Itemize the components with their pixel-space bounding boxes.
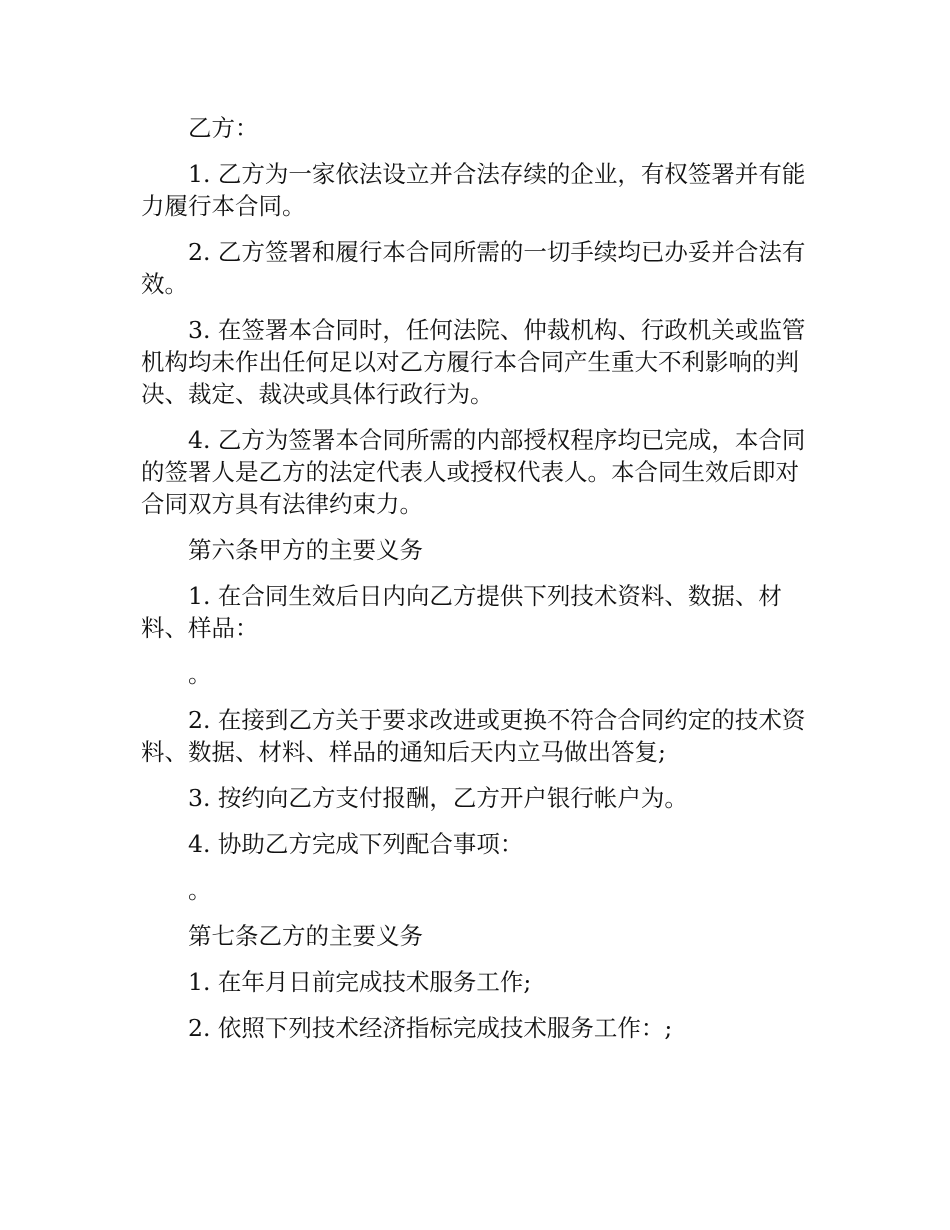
article-6-item-1: 1. 在合同生效后日内向乙方提供下列技术资料、数据、材料、样品： (141, 582, 782, 642)
article-6-item-4: 4. 协助乙方完成下列配合事项： (188, 830, 524, 858)
document-body (141, 112, 811, 1058)
article-7-heading: 第七条乙方的主要义务 (188, 922, 423, 950)
article-6-item-4-blank: 。 (188, 876, 212, 904)
party-b-heading: 乙方： (188, 114, 259, 142)
party-b-clause-4: 4. 乙方为签署本合同所需的内部授权程序均已完成，本合同的签署人是乙方的法定代表人或授权代表人。本合同生效后即对合同双方具有法律约束力。 (141, 426, 806, 518)
party-b-clause-2: 2. 乙方签署和履行本合同所需的一切手续均已办妥并合法有效。 (141, 238, 806, 298)
article-6-item-1-blank: 。 (188, 660, 212, 688)
article-6-item-2: 2. 在接到乙方关于要求改进或更换不符合合同约定的技术资料、数据、材料、样品的通知后天内立马做出答复; (141, 706, 806, 766)
party-b-clause-1: 1. 乙方为一家依法设立并合法存续的企业，有权签署并有能力履行本合同。 (141, 160, 806, 220)
article-7-item-2: 2. 依照下列技术经济指标完成技术服务工作：; (188, 1014, 673, 1042)
party-b-clause-3: 3. 在签署本合同时，任何法院、仲裁机构、行政机关或监管机构均未作出任何足以对乙方履行本合同产生重大不利影响的判决、裁定、裁决或具体行政行为。 (141, 316, 806, 408)
article-7-item-1: 1. 在年月日前完成技术服务工作; (188, 968, 532, 996)
article-6-heading: 第六条甲方的主要义务 (188, 536, 423, 564)
article-6-item-3: 3. 按约向乙方支付报酬，乙方开户银行帐户为。 (188, 784, 688, 812)
